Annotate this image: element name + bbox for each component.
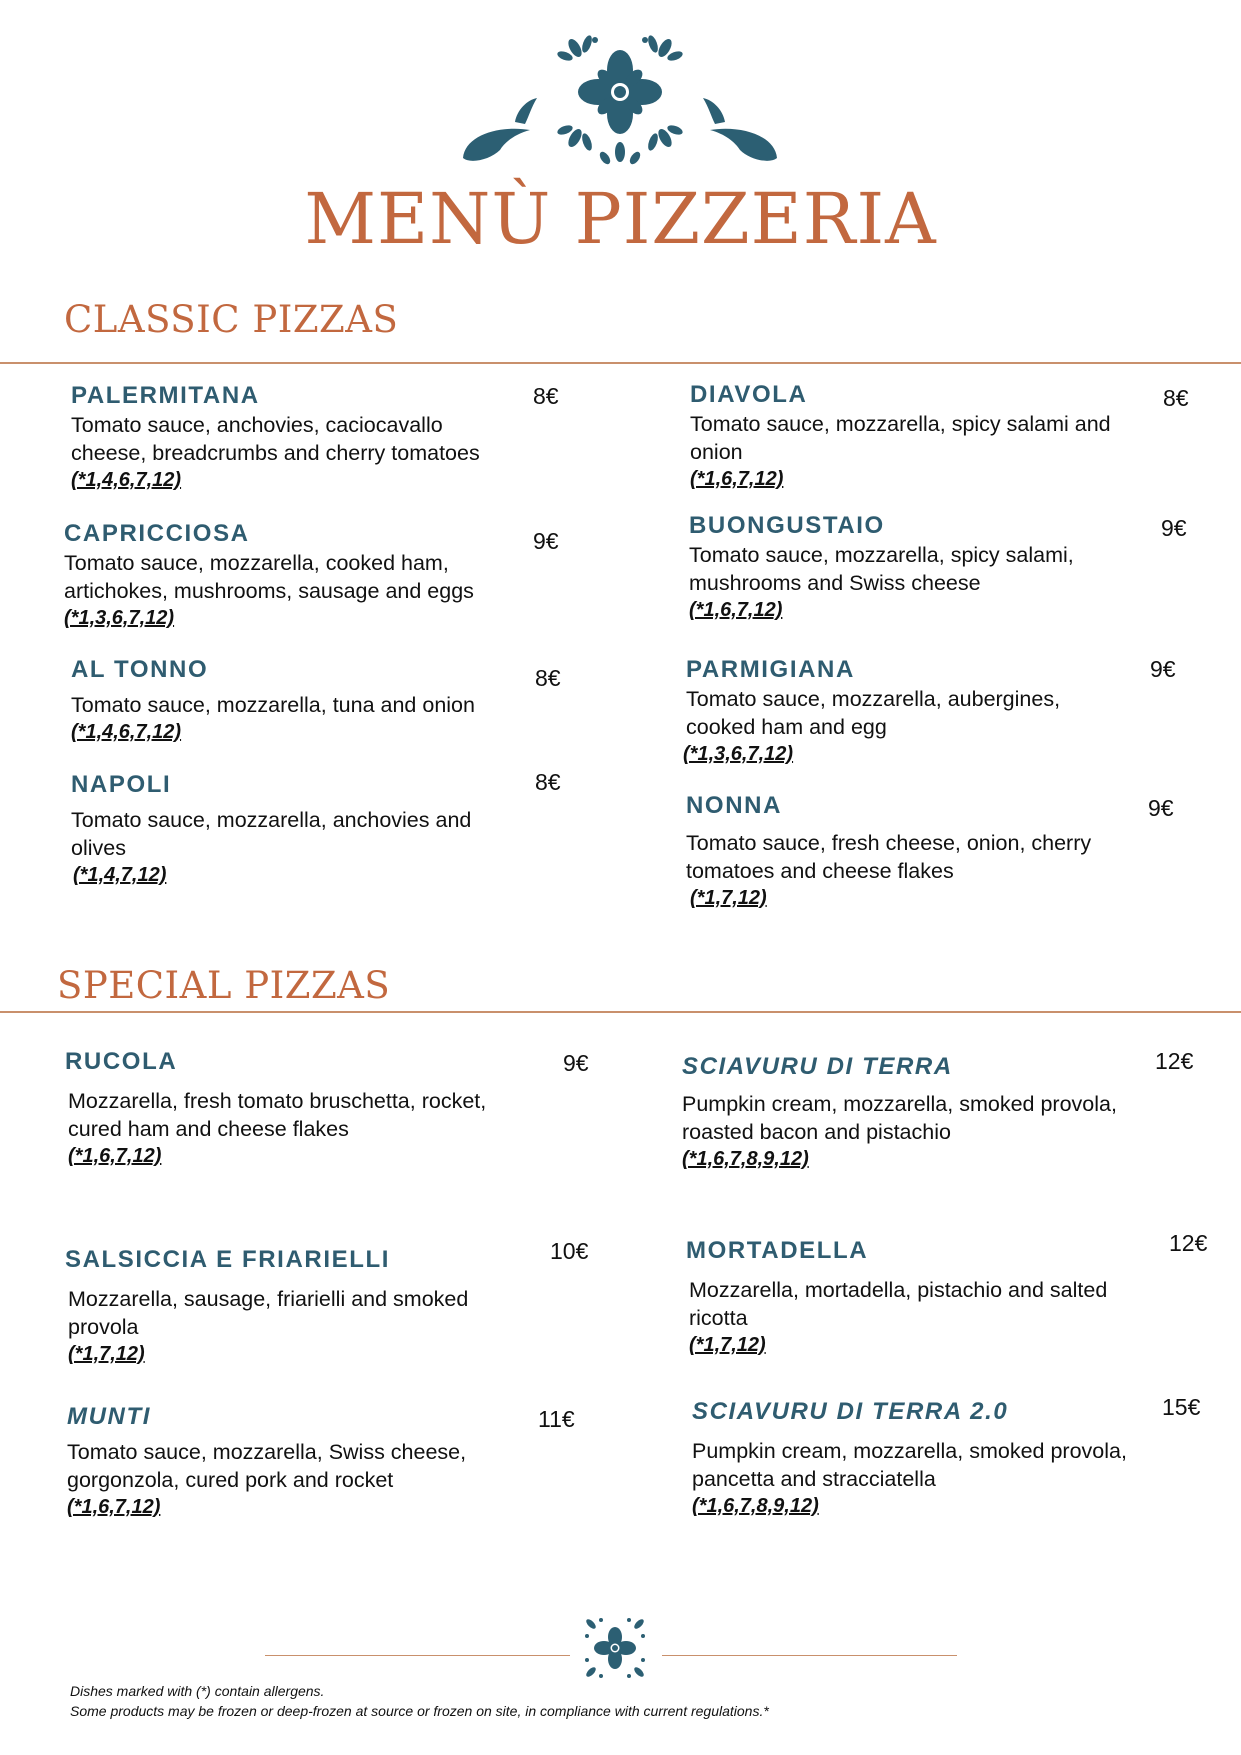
item-price: 12€ bbox=[1155, 1048, 1194, 1074]
item-description: Tomato sauce, mozzarella, tuna and onion bbox=[71, 693, 475, 717]
item-description: Mozzarella, fresh tomato bruschetta, rocket, cured ham and cheese flakes bbox=[68, 1089, 487, 1141]
section-title-classic: CLASSIC PIZZAS bbox=[64, 298, 399, 341]
item-description: Tomato sauce, mozzarella, aubergines, cooked ham and egg bbox=[686, 687, 1061, 739]
item-description: Tomato sauce, anchovies, caciocavallo cheese, breadcrumbs and cherry tomatoes bbox=[71, 413, 480, 465]
item-name: MORTADELLA bbox=[686, 1237, 869, 1264]
item-price: 9€ bbox=[1150, 656, 1176, 682]
item-allergens: (*1,4,7,12) bbox=[73, 864, 167, 886]
item-price: 9€ bbox=[1148, 795, 1174, 821]
item-name: NONNA bbox=[686, 792, 782, 819]
frozen-products-note: Some products may be frozen or deep-frozen at source or frozen on site, in compliance with current regulations.* bbox=[70, 1703, 769, 1719]
item-allergens: (*1,7,12) bbox=[690, 887, 767, 909]
menu-item-al-tonno bbox=[71, 655, 521, 746]
item-allergens: (*1,6,7,12) bbox=[67, 1496, 161, 1518]
item-description: Tomato sauce, mozzarella, anchovies and olives bbox=[71, 808, 472, 860]
item-description: Tomato sauce, mozzarella, Swiss cheese, gorgonzola, cured pork and rocket bbox=[67, 1440, 467, 1492]
item-allergens: (*1,3,6,7,12) bbox=[64, 607, 175, 629]
item-allergens: (*1,3,6,7,12) bbox=[683, 743, 794, 765]
item-name: PALERMITANA bbox=[71, 382, 260, 409]
menu-item-salsiccia-e-friarielli bbox=[65, 1245, 525, 1368]
menu-item-capricciosa bbox=[64, 519, 514, 632]
menu-item-napoli bbox=[71, 770, 521, 889]
menu-item-sciavuru-di-terra-2 bbox=[692, 1397, 1152, 1520]
footer-divider-left bbox=[265, 1655, 570, 1656]
menu-item-mortadella bbox=[686, 1236, 1146, 1359]
item-description: Tomato sauce, mozzarella, cooked ham, artichokes, mushrooms, sausage and eggs bbox=[64, 551, 474, 603]
menu-item-munti bbox=[67, 1402, 527, 1521]
item-allergens: (*1,7,12) bbox=[68, 1343, 145, 1365]
item-price: 9€ bbox=[1161, 515, 1187, 541]
item-price: 9€ bbox=[563, 1050, 589, 1076]
floral-ornament-icon bbox=[455, 30, 785, 170]
menu-item-buongustaio bbox=[689, 511, 1119, 624]
item-price: 8€ bbox=[535, 665, 561, 691]
menu-item-sciavuru-di-terra bbox=[682, 1052, 1142, 1173]
item-allergens: (*1,6,7,12) bbox=[690, 468, 784, 490]
item-name: SCIAVURU DI TERRA 2.0 bbox=[692, 1398, 1009, 1425]
item-price: 15€ bbox=[1162, 1394, 1201, 1420]
item-price: 11€ bbox=[538, 1406, 575, 1432]
allergen-note: Dishes marked with (*) contain allergens. bbox=[70, 1683, 325, 1699]
item-name: PARMIGIANA bbox=[686, 656, 855, 683]
item-price: 10€ bbox=[550, 1238, 589, 1264]
item-description: Mozzarella, mortadella, pistachio and salted ricotta bbox=[689, 1278, 1108, 1330]
footer-divider-right bbox=[662, 1655, 957, 1656]
item-description: Tomato sauce, mozzarella, spicy salami and onion bbox=[690, 412, 1111, 464]
item-name: MUNTI bbox=[67, 1403, 151, 1430]
menu-item-palermitana bbox=[71, 381, 521, 494]
item-allergens: (*1,4,6,7,12) bbox=[71, 469, 182, 491]
item-name: AL TONNO bbox=[71, 656, 209, 683]
item-allergens: (*1,7,12) bbox=[689, 1334, 766, 1356]
menu-item-diavola bbox=[690, 380, 1120, 493]
section-divider bbox=[0, 362, 1241, 364]
item-allergens: (*1,4,6,7,12) bbox=[71, 721, 182, 743]
menu-item-rucola bbox=[65, 1047, 525, 1170]
page-title: MENÙ PIZZERIA bbox=[304, 178, 937, 260]
item-allergens: (*1,6,7,8,9,12) bbox=[692, 1495, 819, 1517]
item-price: 8€ bbox=[1163, 385, 1189, 411]
item-allergens: (*1,6,7,8,9,12) bbox=[682, 1148, 809, 1170]
menu-item-parmigiana bbox=[683, 655, 1116, 768]
menu-item-nonna bbox=[686, 791, 1116, 912]
item-description: Mozzarella, sausage, friarielli and smoked provola bbox=[68, 1287, 469, 1339]
item-name: SCIAVURU DI TERRA bbox=[682, 1053, 953, 1080]
section-divider bbox=[0, 1011, 1241, 1013]
section-title-special: SPECIAL PIZZAS bbox=[57, 964, 391, 1007]
item-price: 8€ bbox=[535, 769, 561, 795]
item-price: 12€ bbox=[1169, 1230, 1208, 1256]
item-price: 9€ bbox=[533, 528, 559, 554]
item-description: Tomato sauce, mozzarella, spicy salami, mushrooms and Swiss cheese bbox=[689, 543, 1074, 595]
item-name: NAPOLI bbox=[71, 771, 172, 798]
item-description: Pumpkin cream, mozzarella, smoked provola, pancetta and stracciatella bbox=[692, 1439, 1127, 1491]
item-name: BUONGUSTAIO bbox=[689, 512, 885, 539]
item-name: SALSICCIA E FRIARIELLI bbox=[65, 1246, 390, 1273]
item-name: DIAVOLA bbox=[690, 381, 808, 408]
item-description: Tomato sauce, fresh cheese, onion, cherry tomatoes and cheese flakes bbox=[686, 831, 1092, 883]
item-description: Pumpkin cream, mozzarella, smoked provola, roasted bacon and pistachio bbox=[682, 1092, 1117, 1144]
item-allergens: (*1,6,7,12) bbox=[68, 1145, 162, 1167]
item-allergens: (*1,6,7,12) bbox=[689, 599, 783, 621]
item-name: CAPRICCIOSA bbox=[64, 520, 250, 547]
floral-tile-icon bbox=[583, 1616, 647, 1680]
item-name: RUCOLA bbox=[65, 1048, 178, 1075]
item-price: 8€ bbox=[533, 383, 559, 409]
